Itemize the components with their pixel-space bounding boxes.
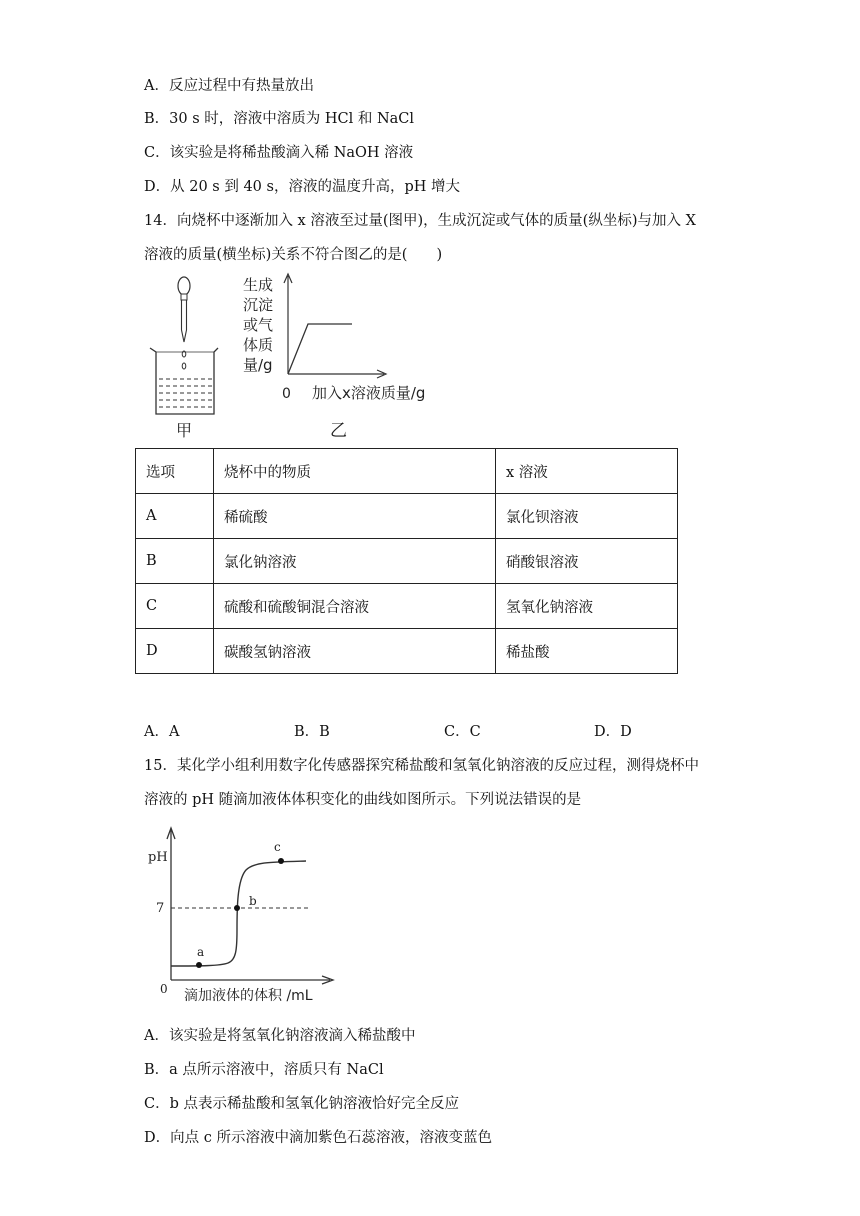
q13-option-c: C．该实验是将稀盐酸滴入稀 NaOH 溶液 bbox=[144, 145, 414, 161]
table-row bbox=[136, 584, 678, 629]
figure-yi-ylabel bbox=[243, 276, 273, 374]
table-cell: B bbox=[136, 539, 214, 584]
figure-yi-caption: 乙 bbox=[330, 421, 347, 441]
dropper-collar bbox=[181, 294, 187, 300]
dropper-tube bbox=[182, 300, 187, 342]
ylabel-line-2: 沉淀 bbox=[243, 296, 274, 314]
table-row bbox=[136, 494, 678, 539]
ph-curve bbox=[171, 861, 306, 966]
q15-option-a: A．该实验是将氢氧化钠溶液滴入稀盐酸中 bbox=[144, 1028, 416, 1044]
ylabel-line-5: 量/g bbox=[243, 356, 273, 374]
table-header-row bbox=[136, 449, 678, 494]
ylabel-line-3: 或气 bbox=[243, 316, 274, 334]
ph-curve-chart bbox=[140, 820, 350, 1010]
beaker-liquid bbox=[159, 379, 212, 407]
dropper-bulb bbox=[178, 277, 190, 295]
table-cell: 硫酸和硫酸铜混合溶液 bbox=[214, 584, 496, 629]
q14-stem-line1: 14．向烧杯中逐渐加入 x 溶液至过量(图甲)，生成沉淀或气体的质量(纵坐标)与加入 X bbox=[144, 213, 696, 229]
point-c bbox=[278, 858, 284, 864]
q15-stem-line2: 溶液的 pH 随滴加液体体积变化的曲线如图所示。下列说法错误的是 bbox=[144, 792, 582, 808]
table-row bbox=[136, 629, 678, 674]
table-cell: 稀硫酸 bbox=[214, 494, 496, 539]
q14-options-table bbox=[135, 448, 678, 674]
beaker-outline bbox=[150, 348, 218, 414]
table-header-cell: 烧杯中的物质 bbox=[214, 449, 496, 494]
y-axis-label: pH bbox=[148, 850, 168, 865]
mass-curve bbox=[288, 324, 352, 374]
point-a bbox=[196, 962, 202, 968]
q14-stem-line2: 溶液的质量(横坐标)关系不符合图乙的是( ) bbox=[144, 247, 443, 263]
table-cell: 氯化钠溶液 bbox=[214, 539, 496, 584]
x-axis-label: 滴加液体的体积 /mL bbox=[184, 988, 313, 1004]
table-cell: A bbox=[136, 494, 214, 539]
table-header-cell: 选项 bbox=[136, 449, 214, 494]
table-cell: D bbox=[136, 629, 214, 674]
figure-yi-origin: 0 bbox=[282, 386, 291, 402]
table-cell: 氯化钡溶液 bbox=[496, 494, 678, 539]
figure-yi-graph bbox=[238, 270, 438, 442]
y-tick-label-7: 7 bbox=[156, 901, 165, 916]
table-header-cell: x 溶液 bbox=[496, 449, 678, 494]
point-a-label: a bbox=[197, 945, 205, 959]
figure-jia-caption: 甲 bbox=[175, 421, 193, 440]
figure-yi-xlabel: 加入x溶液质量/g bbox=[312, 384, 426, 402]
point-b bbox=[234, 905, 240, 911]
table-cell: 硝酸银溶液 bbox=[496, 539, 678, 584]
q13-option-a: A．反应过程中有热量放出 bbox=[144, 78, 314, 94]
ylabel-line-1: 生成 bbox=[243, 276, 274, 294]
point-c-label: c bbox=[274, 840, 281, 854]
figure-jia-beaker bbox=[140, 272, 230, 442]
table-cell: C bbox=[136, 584, 214, 629]
q15-stem-line1: 15．某化学小组利用数字化传感器探究稀盐酸和氢氧化钠溶液的反应过程，测得烧杯中 bbox=[144, 758, 699, 774]
q14-choice-b: B．B bbox=[294, 724, 330, 740]
table-cell: 稀盐酸 bbox=[496, 629, 678, 674]
q14-choice-a: A．A bbox=[144, 724, 180, 740]
table-row bbox=[136, 539, 678, 584]
q13-option-b: B．30 s 时，溶液中溶质为 HCl 和 NaCl bbox=[144, 111, 415, 127]
q13-option-d: D．从 20 s 到 40 s，溶液的温度升高，pH 增大 bbox=[144, 179, 460, 195]
origin-label: 0 bbox=[160, 982, 168, 996]
q15-option-c: C．b 点表示稀盐酸和氢氧化钠溶液恰好完全反应 bbox=[144, 1096, 459, 1112]
point-b-label: b bbox=[249, 894, 257, 908]
table-cell: 碳酸氢钠溶液 bbox=[214, 629, 496, 674]
ylabel-line-4: 体质 bbox=[243, 336, 274, 354]
table-cell: 氢氧化钠溶液 bbox=[496, 584, 678, 629]
q15-option-b: B．a 点所示溶液中，溶质只有 NaCl bbox=[144, 1062, 384, 1078]
q15-option-d: D．向点 c 所示溶液中滴加紫色石蕊溶液，溶液变蓝色 bbox=[144, 1130, 492, 1146]
q14-choice-c: C．C bbox=[444, 724, 481, 740]
q14-choice-d: D．D bbox=[594, 724, 632, 740]
drop-2 bbox=[182, 363, 186, 369]
